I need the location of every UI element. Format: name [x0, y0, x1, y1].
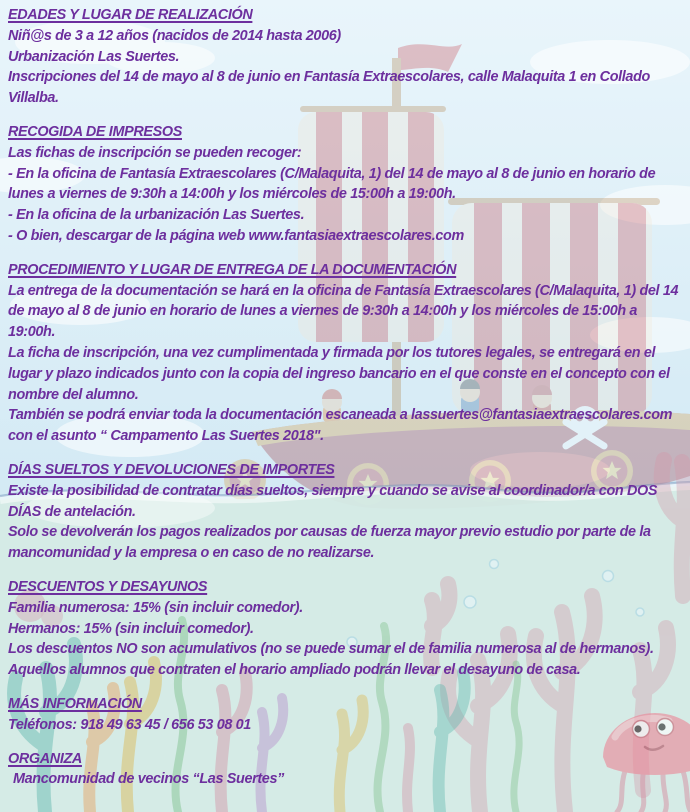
paragraph: Las fichas de inscripción se pueden recoger:: [8, 144, 302, 161]
paragraph: Teléfonos: 918 49 63 45 / 656 53 08 01: [8, 716, 251, 733]
paragraph: Urbanización Las Suertes.: [8, 48, 180, 65]
section-heading: EDADES Y LUGAR DE REALIZACIÓN: [8, 7, 253, 23]
paragraph: - En la oficina de Fantasía Extraescolares (C/Malaquita, 1) del 14 de mayo al 8 de junio en horario de lunes a viernes de 9:30h a 14:00h y los miércoles de 15:00h a 19:00h.: [8, 165, 656, 203]
section-heading: DÍAS SUELTOS Y DEVOLUCIONES DE IMPORTES: [8, 461, 335, 478]
paragraph: - O bien, descargar de la página web www.fantasiaextraescolares.com: [8, 227, 464, 244]
paragraph: Los descuentos NO son acumulativos (no se puede sumar el de familia numerosa al de hermanos).: [8, 641, 654, 658]
section-heading: DESCUENTOS Y DESAYUNOS: [8, 578, 208, 595]
section: [8, 260, 686, 447]
paragraph: Aquellos alumnos que contraten el horario ampliado podrán llevar el desayuno de casa.: [8, 662, 581, 679]
paragraph: La ficha de inscripción, una vez cumplimentada y firmada por los tutores legales, se entregará en el lugar y plazo indicados junto con la copia del ingreso bancario en el que conste en el concepto con el nombre del alumno.: [8, 344, 670, 403]
section-heading: MÁS INFORMACIÓN: [8, 695, 142, 712]
section: [8, 122, 686, 247]
paragraph: Existe la posibilidad de contratar días sueltos, siempre y cuando se avise al coordinador/a con DOS DÍAS de antelación.: [8, 482, 658, 520]
paragraph: - En la oficina de la urbanización Las Suertes.: [8, 207, 305, 224]
section-heading: RECOGIDA DE IMPRESOS: [8, 123, 182, 140]
section: [8, 5, 686, 109]
paragraph: También se podrá enviar toda la documentación escaneada a lassuertes@fantasiaextraescolares.com con el asunto “ Campamento Las Suertes 2018".: [8, 407, 673, 445]
paragraph: Niñ@s de 3 a 12 años (nacidos de 2014 hasta 2006): [8, 27, 341, 44]
section: [8, 749, 686, 791]
section-heading: ORGANIZA: [8, 750, 82, 767]
paragraph: La entrega de la documentación se hará en la oficina de Fantasía Extraescolares (C/Malaquita, 1) del 14 de mayo al 8 de junio en horario de lunes a viernes de 9:30h a 14:00h y los miércoles de 15:00h a 19:00h.: [8, 282, 679, 341]
section: [8, 577, 686, 681]
paragraph: Inscripciones del 14 de mayo al 8 de junio en Fantasía Extraescolares, calle Malaquita 1 en Collado Villalba.: [8, 69, 650, 107]
section: [8, 460, 686, 564]
section-heading: PROCEDIMIENTO Y LUGAR DE ENTREGA DE LA DOCUMENTACIÓN: [8, 261, 457, 278]
paragraph: Solo se devolverán los pagos realizados por causas de fuerza mayor previo estudio por parte de la mancomunidad y la empresa o en caso de no realizarse.: [8, 524, 651, 562]
paragraph: Familia numerosa: 15% (sin incluir comedor).: [8, 599, 303, 616]
section: [8, 694, 686, 736]
paragraph: Mancomunidad de vecinos “Las Suertes”: [13, 771, 284, 788]
paragraph: Hermanos: 15% (sin incluir comedor).: [8, 620, 254, 637]
